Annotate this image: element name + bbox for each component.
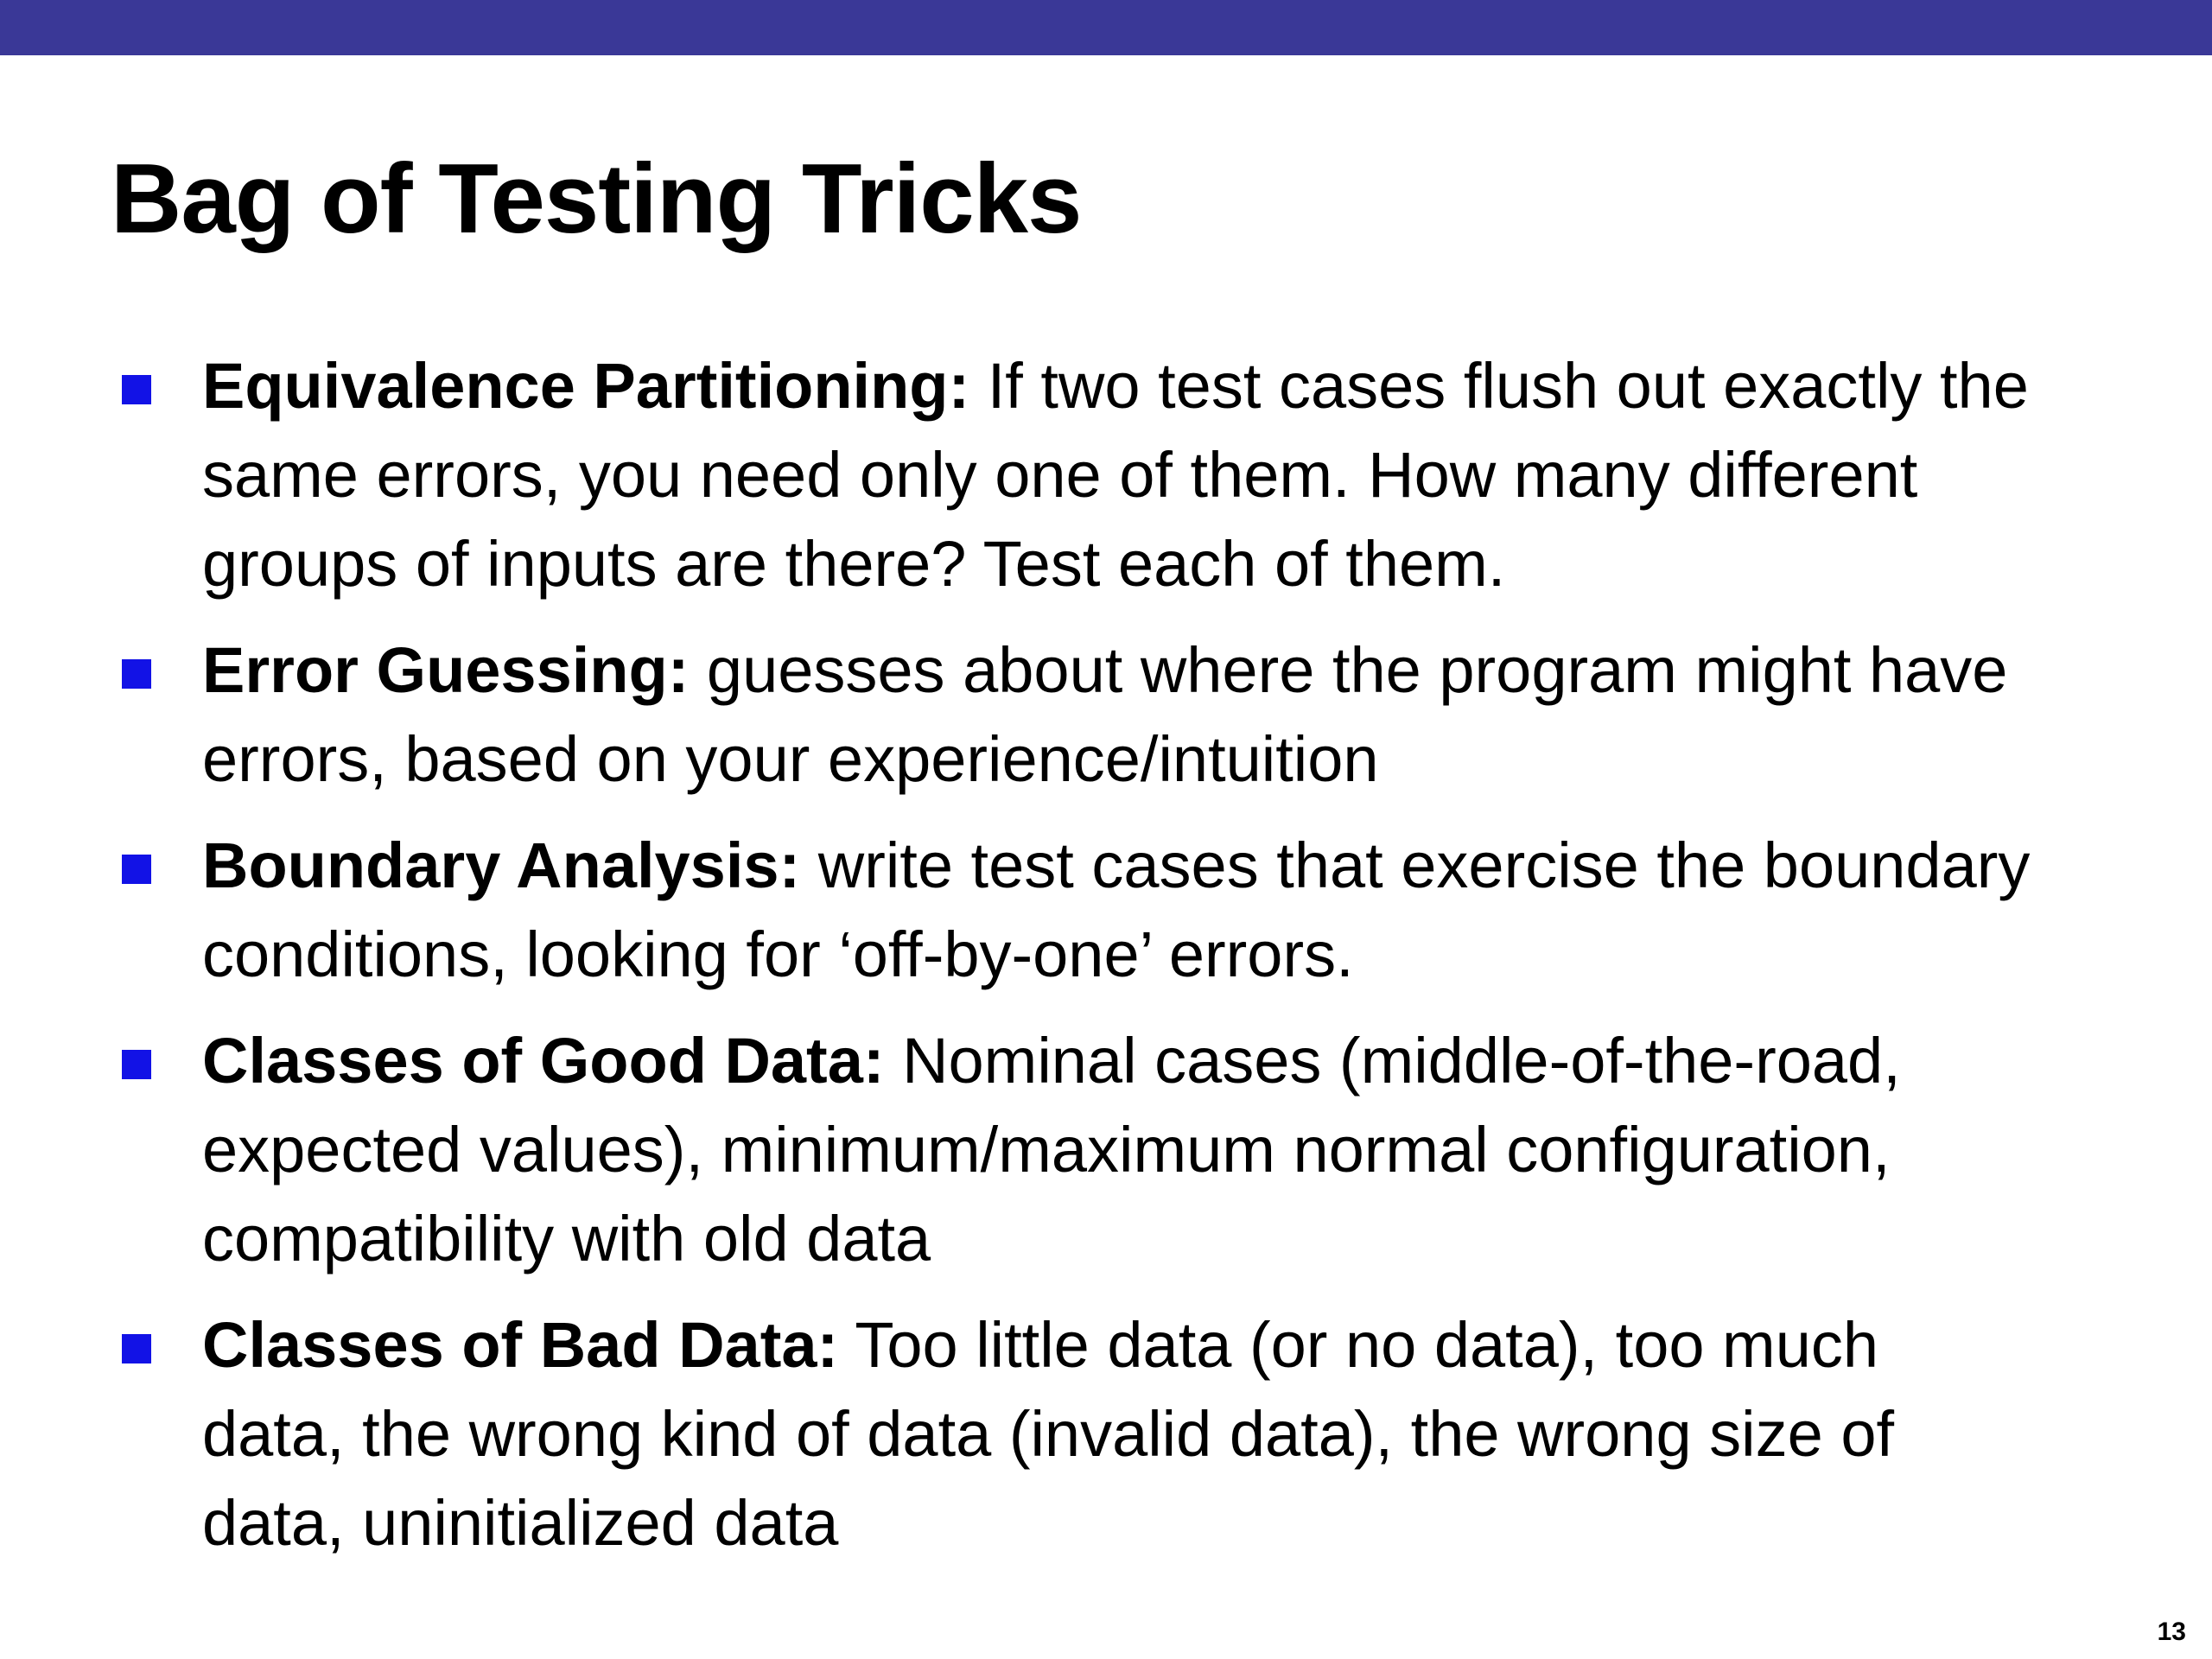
- bullet-term: Classes of Good Data:: [202, 1025, 885, 1096]
- bullet-term: Boundary Analysis:: [202, 830, 801, 901]
- bullet-term: Error Guessing:: [202, 634, 690, 706]
- bullet-classes-of-good-data: [0, 1016, 2034, 1283]
- square-bullet-icon: [122, 1050, 151, 1079]
- bullet-equivalence-partitioning: [0, 341, 2034, 608]
- bullet-term: Equivalence Partitioning:: [202, 350, 970, 422]
- square-bullet-icon: [122, 855, 151, 884]
- bullet-text: Too little data (or no data), too much data, the wrong kind of data (invalid data), the wrong size of data, uninitialized data: [202, 1309, 1895, 1559]
- square-bullet-icon: [122, 375, 151, 404]
- bullet-boundary-analysis: [0, 821, 2034, 999]
- square-bullet-icon: [122, 659, 151, 689]
- bullet-list: [0, 341, 2212, 1585]
- bullet-term: Classes of Bad Data:: [202, 1309, 839, 1381]
- bullet-text: write test cases that exercise the boundary conditions, looking for ‘off-by-one’ errors.: [202, 830, 2031, 990]
- page-number: 13: [2157, 1618, 2186, 1646]
- bullet-classes-of-bad-data: [0, 1300, 2034, 1567]
- bullet-error-guessing: [0, 626, 2034, 804]
- bullet-text: Nominal cases (middle-of-the-road, expected values), minimum/maximum normal configuration, compatibility with old data: [202, 1025, 1901, 1274]
- header-accent-bar: [0, 0, 2212, 55]
- slide-title: Bag of Testing Tricks: [111, 144, 1082, 254]
- bullet-text: guesses about where the program might have errors, based on your experience/intuition: [202, 634, 2008, 795]
- bullet-text: If two test cases flush out exactly the same errors, you need only one of them. How many different groups of inputs are there? Test each of them.: [202, 350, 2029, 600]
- square-bullet-icon: [122, 1334, 151, 1363]
